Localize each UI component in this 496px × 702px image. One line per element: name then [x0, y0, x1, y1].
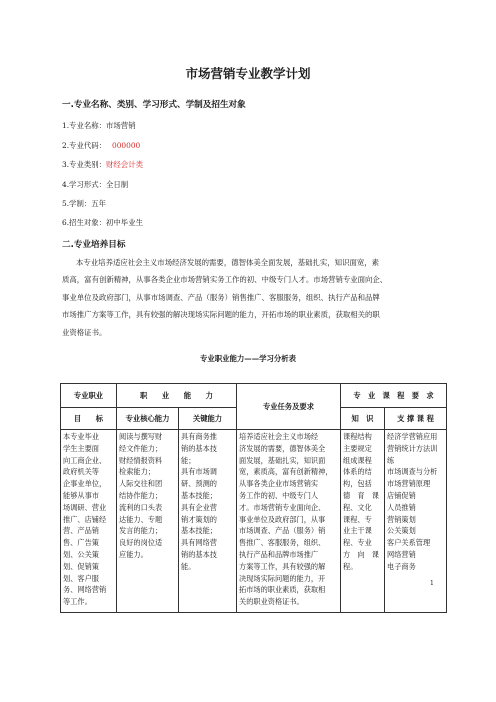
header-key: 关键能力 [179, 408, 237, 430]
page-number: 1 [430, 580, 434, 587]
section1-heading: 一.专业名称、类别、学习形式、学制及招生对象 [62, 100, 246, 110]
section2-heading: 二.专业培养目标 [62, 240, 126, 250]
cell-support-courses: 经济学营销应用 营销统计方法训 练 市场调查与分析 市场营销原理 店铺促销 人员推销 营销策划 公关策划 客户关系管理 网络营销 电子商务 [385, 430, 447, 613]
header-support: 支 撑 课 程 [385, 408, 447, 430]
cell-task: 培养适应社会主义市场经 济发展的需要，德智体美全 面发展，基础扎实，知识面 宽，素质高，富有创新精神， 从事各类企业市场营销实 务工作的初、中级专门人 才。市场营销专业面向企、 事业单位及政府部门，从事 市场调查、产品（服务）销 售推广、客服服务，组织、 执行产品和品牌市场推广 方案等工作，具有较强的解 决现场实际问题的能力，开 拓市场的职业素质，获取相 关的职业资格证书。 [237, 430, 341, 613]
header-knowledge: 知 识 [341, 408, 385, 430]
header-core: 专业核心能力 [117, 408, 179, 430]
info-line-duration: 5.学制：五年 [62, 199, 107, 208]
info-line-category: 3.专业类别：财经会计类 [62, 160, 143, 169]
table-caption: 专业职业能力——学习分析表 [199, 354, 297, 363]
header-goal-bottom: 目 标 [61, 408, 117, 430]
training-goal-paragraph: 本专业培养适应社会主义市场经济发展的需要，德智体美全面发展，基础扎实，知识面宽，素 质高，富有创新精神，从事各类企业市场营销实务工作的初、中级专门人才。市场营销专业面向企、 事业单位及政府部门，从事市场调查、产品（服务）销售推广、客服服务，组织、执行产品和品牌 市场推广方案等工作，具有较强的解决现场实际问题的能力，开拓市场的职业素质，获取相关的职 业资格证书。 [62, 258, 388, 337]
ability-analysis-table [60, 383, 447, 613]
cell-goal: 本专业毕业 学生主要面 向工商企业、 政府机关等 企事业单位， 能够从事市 场调研、营业 推广、店铺经 营、产品销 售、广告策 划、公关策 划、促销策 划、客户服 务、网络营销 等工作。 [61, 430, 117, 613]
info-line-form: 4.学习形式：全日制 [62, 180, 129, 189]
header-ability: 职 业 能 力 [117, 384, 237, 408]
info-line-enrollment: 6.招生对象：初中毕业生 [62, 218, 143, 227]
info-line-code: 2.专业代码： 000000 [62, 141, 141, 150]
header-task: 专业任务及要求 [237, 384, 341, 430]
cell-key-ability: 具有商务推 销的基本技 能； 具有市场调 研、预测的 基本技能； 具有企业营 销才策划的 基本技能； 具有网络营 销的基本技 能。 [179, 430, 237, 613]
page-title: 市场营销专业教学计划 [185, 66, 311, 81]
cell-knowledge: 课程结构 主要规定 组成课程 体系的结 构，包括 德 育 课 程、文化 课程、专 业主干课 程、专业 方 向 课 程。 [341, 430, 385, 613]
info-line-name: 1.专业名称：市场营销 [62, 121, 136, 130]
header-course-req: 专 业 课 程 要 求 [341, 384, 447, 408]
header-goal-top: 专业职业 [61, 384, 117, 408]
cell-core-ability: 阅读与撰写财 经文件能力； 财经情报资料 检索能力； 人际交往和团 结协作能力； 流利的口头表 达能力、专题 发言的能力； 良好的岗位适 应能力。 [117, 430, 179, 613]
